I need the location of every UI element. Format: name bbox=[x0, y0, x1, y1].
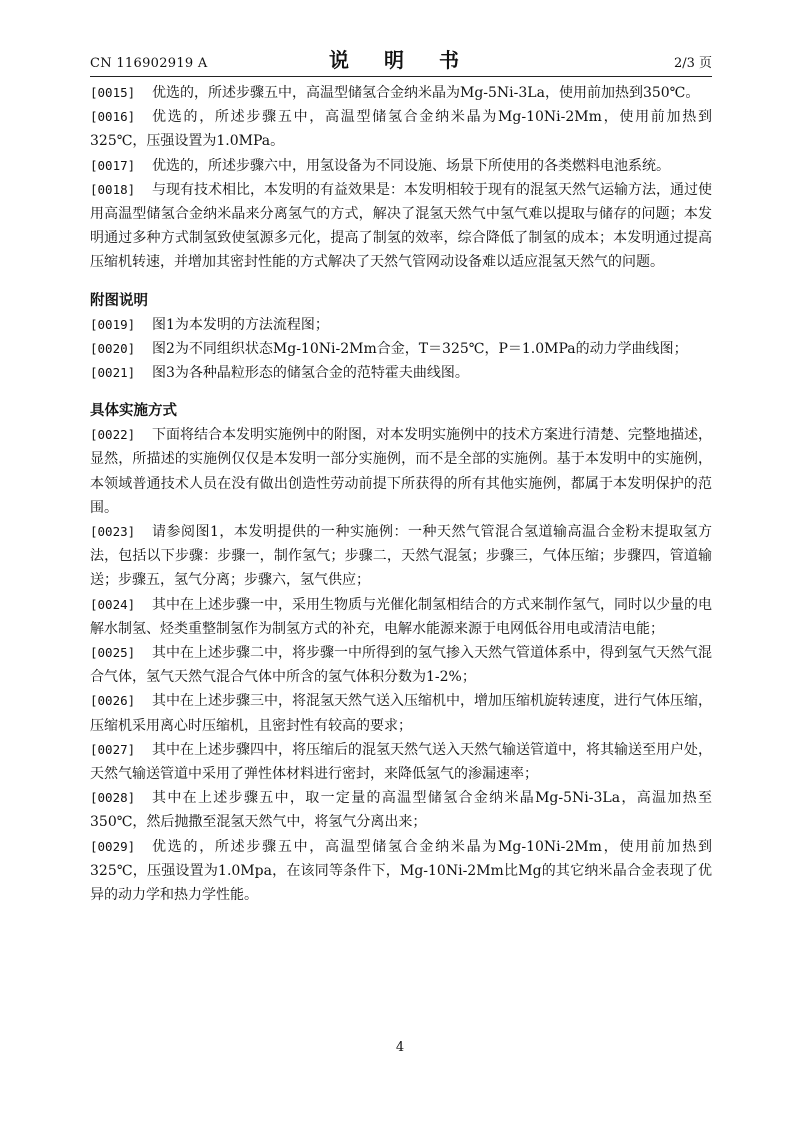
paragraph bbox=[90, 154, 712, 178]
document-body bbox=[90, 81, 712, 907]
paragraph-text: 其中在上述步骤五中，取一定量的高温型储氢合金纳米晶Mg-5Ni-3La，高温加热至350℃，然后抛撒至混氢天然气中，将氢气分离出来； bbox=[90, 790, 712, 831]
page-header bbox=[90, 47, 712, 75]
paragraph bbox=[90, 593, 712, 641]
document-title: 说 明 书 bbox=[329, 48, 473, 72]
paragraph bbox=[90, 81, 712, 105]
paragraph-text: 优选的，所述步骤五中，高温型储氢合金纳米晶为Mg-10Ni-2Mm，使用前加热到325℃，压强设置为1.0Mpa，在该同等条件下，Mg-10Ni-2Mm比Mg的其它纳米晶合金表现了优异的动力学和热力学性能。 bbox=[90, 838, 712, 904]
paragraph-text: 优选的，所述步骤五中，高温型储氢合金纳米晶为Mg-10Ni-2Mm，使用前加热到325℃，压强设置为1.0MPa。 bbox=[90, 109, 712, 150]
paragraph-text: 其中在上述步骤三中，将混氢天然气送入压缩机中，增加压缩机旋转速度，进行气体压缩，压缩机采用离心时压缩机，且密封性有较高的要求； bbox=[90, 693, 712, 734]
paragraph bbox=[90, 689, 712, 737]
paragraph-number: [0020] bbox=[90, 340, 136, 356]
paragraph bbox=[90, 738, 712, 786]
paragraph-number: [0023] bbox=[90, 524, 136, 540]
paragraph-number: [0021] bbox=[90, 365, 136, 381]
paragraph-number: [0028] bbox=[90, 790, 136, 806]
paragraph bbox=[90, 835, 712, 908]
page-number: 4 bbox=[395, 1040, 405, 1055]
paragraph-text: 图3为各种晶粒形态的储氢合金的范特霍夫曲线图。 bbox=[152, 365, 469, 382]
paragraph-number: [0018] bbox=[90, 181, 136, 197]
paragraph-text: 下面将结合本发明实施例中的附图，对本发明实施例中的技术方案进行清楚、完整地描述，显然，所描述的实施例仅仅是本发明一部分实施例，而不是全部的实施例。基于本发明中的实施例，本领域普通技术人员在没有做出创造性劳动前提下所获得的所有其他实施例，都属于本发明保护的范围。 bbox=[90, 427, 712, 516]
paragraph-text: 其中在上述步骤二中，将步骤一中所得到的氢气掺入天然气管道体系中，得到氢气天然气混合气体，氢气天然气混合气体中所含的氢气体积分数为1-2%； bbox=[90, 645, 712, 686]
section-heading: 附图说明 bbox=[90, 292, 148, 309]
paragraph-number: [0027] bbox=[90, 741, 136, 757]
paragraph-text: 其中在上述步骤四中，将压缩后的混氢天然气送入天然气输送管道中，将其输送至用户处，天然气输送管道中采用了弹性体材料进行密封，来降低氢气的渗漏速率； bbox=[90, 741, 712, 783]
section-heading: 具体实施方式 bbox=[90, 403, 177, 420]
paragraph bbox=[90, 423, 712, 520]
paragraph-text: 其中在上述步骤一中，采用生物质与光催化制氢相结合的方式来制作氢气，同时以少量的电解水制氢、烃类重整制氢作为制氢方式的补充，电解水能源来源于电网低谷用电或清洁电能； bbox=[90, 596, 712, 637]
paragraph bbox=[90, 786, 712, 834]
paragraph bbox=[90, 337, 712, 361]
paragraph-number: [0024] bbox=[90, 596, 136, 612]
paragraph bbox=[90, 105, 712, 153]
paragraph-number: [0025] bbox=[90, 645, 136, 661]
paragraph-number: [0017] bbox=[90, 157, 136, 173]
page-indicator: 2/3 页 bbox=[673, 56, 712, 71]
paragraph-number: [0019] bbox=[90, 316, 136, 332]
header-divider bbox=[90, 76, 712, 77]
paragraph bbox=[90, 361, 712, 385]
paragraph bbox=[90, 313, 712, 337]
paragraph-number: [0029] bbox=[90, 838, 136, 854]
paragraph-text: 图1为本发明的方法流程图； bbox=[152, 316, 329, 333]
paragraph bbox=[90, 178, 712, 275]
document-id: CN 116902919 A bbox=[90, 56, 208, 71]
paragraph-text: 请参阅图1，本发明提供的一种实施例：一种天然气管混合氢道输高温合金粉末提取氢方法，包括以下步骤：步骤一，制作氢气；步骤二，天然气混氢；步骤三，气体压缩；步骤四，管道输送；步骤五，氢气分离；步骤六，氢气供应； bbox=[90, 524, 712, 589]
paragraph bbox=[90, 641, 712, 689]
paragraph-number: [0026] bbox=[90, 693, 136, 709]
paragraph-text: 优选的，所述步骤五中，高温型储氢合金纳米晶为Mg-5Ni-3La，使用前加热到350℃。 bbox=[152, 85, 700, 101]
paragraph-text: 优选的，所述步骤六中，用氢设备为不同设施、场景下所使用的各类燃料电池系统。 bbox=[152, 157, 670, 174]
paragraph-number: [0016] bbox=[90, 109, 136, 125]
paragraph bbox=[90, 520, 712, 593]
paragraph-number: [0022] bbox=[90, 427, 136, 443]
paragraph-number: [0015] bbox=[90, 85, 136, 100]
paragraph-text: 与现有技术相比，本发明的有益效果是：本发明相较于现有的混氢天然气运输方法，通过使用高温型储氢合金纳米晶来分离氢气的方式，解决了混氢天然气中氢气难以提取与储存的问题；本发明通过多种方式制氢致使氢源多元化，提高了制氢的效率，综合降低了制氢的成本；本发明通过提高压缩机转速，并增加其密封性能的方式解决了天然气管网动设备难以适应混氢天然气的问题。 bbox=[90, 181, 712, 271]
paragraph-text: 图2为不同组织状态Mg-10Ni-2Mm合金，T＝325℃，P＝1.0MPa的动力学曲线图； bbox=[152, 340, 688, 357]
